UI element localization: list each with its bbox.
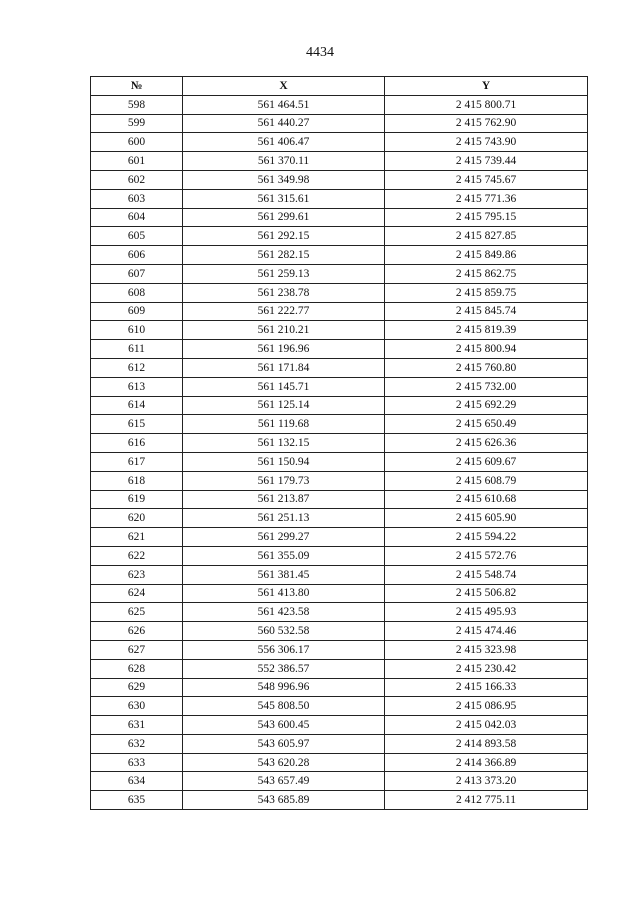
- table-row: [91, 528, 588, 547]
- cell-number: 623: [91, 565, 183, 584]
- cell-x: 561 315.61: [183, 189, 385, 208]
- cell-x: 561 179.73: [183, 471, 385, 490]
- table-row: [91, 227, 588, 246]
- cell-y: 2 415 474.46: [385, 622, 588, 641]
- cell-x: 543 620.28: [183, 753, 385, 772]
- cell-x: 561 349.98: [183, 170, 385, 189]
- cell-number: 611: [91, 340, 183, 359]
- cell-x: 561 413.80: [183, 584, 385, 603]
- cell-number: 622: [91, 546, 183, 565]
- cell-x: 561 370.11: [183, 152, 385, 171]
- cell-x: 561 381.45: [183, 565, 385, 584]
- cell-y: 2 415 849.86: [385, 246, 588, 265]
- cell-number: 633: [91, 753, 183, 772]
- cell-x: 561 145.71: [183, 377, 385, 396]
- cell-number: 608: [91, 283, 183, 302]
- table-row: [91, 208, 588, 227]
- table-row: [91, 452, 588, 471]
- table-row: [91, 791, 588, 810]
- table-row: [91, 415, 588, 434]
- cell-y: 2 415 771.36: [385, 189, 588, 208]
- cell-y: 2 415 743.90: [385, 133, 588, 152]
- cell-y: 2 415 650.49: [385, 415, 588, 434]
- cell-x: 556 306.17: [183, 640, 385, 659]
- cell-number: 601: [91, 152, 183, 171]
- cell-y: 2 415 230.42: [385, 659, 588, 678]
- table-row: [91, 622, 588, 641]
- cell-x: 543 685.89: [183, 791, 385, 810]
- cell-number: 620: [91, 509, 183, 528]
- table-row: [91, 490, 588, 509]
- cell-number: 605: [91, 227, 183, 246]
- cell-number: 607: [91, 264, 183, 283]
- cell-y: 2 415 548.74: [385, 565, 588, 584]
- table-row: [91, 302, 588, 321]
- cell-y: 2 415 086.95: [385, 697, 588, 716]
- table-body: [91, 95, 588, 809]
- cell-y: 2 415 732.00: [385, 377, 588, 396]
- table-row: [91, 716, 588, 735]
- cell-y: 2 415 827.85: [385, 227, 588, 246]
- cell-x: 561 282.15: [183, 246, 385, 265]
- cell-number: 612: [91, 358, 183, 377]
- cell-y: 2 415 692.29: [385, 396, 588, 415]
- cell-x: 543 605.97: [183, 734, 385, 753]
- cell-x: 561 464.51: [183, 95, 385, 114]
- cell-x: 543 657.49: [183, 772, 385, 791]
- table-row: [91, 283, 588, 302]
- cell-x: 561 406.47: [183, 133, 385, 152]
- header-y: Y: [385, 77, 588, 96]
- cell-x: 560 532.58: [183, 622, 385, 641]
- coordinates-table: [90, 76, 588, 810]
- cell-x: 561 132.15: [183, 434, 385, 453]
- table-row: [91, 603, 588, 622]
- table-row: [91, 546, 588, 565]
- cell-y: 2 415 495.93: [385, 603, 588, 622]
- cell-number: 610: [91, 321, 183, 340]
- cell-y: 2 415 626.36: [385, 434, 588, 453]
- cell-x: 561 299.27: [183, 528, 385, 547]
- cell-y: 2 415 608.79: [385, 471, 588, 490]
- cell-x: 552 386.57: [183, 659, 385, 678]
- table-row: [91, 264, 588, 283]
- cell-x: 561 238.78: [183, 283, 385, 302]
- cell-y: 2 415 609.67: [385, 452, 588, 471]
- cell-x: 561 213.87: [183, 490, 385, 509]
- cell-y: 2 415 819.39: [385, 321, 588, 340]
- table-row: [91, 246, 588, 265]
- cell-y: 2 415 762.90: [385, 114, 588, 133]
- cell-x: 561 292.15: [183, 227, 385, 246]
- cell-x: 561 222.77: [183, 302, 385, 321]
- cell-y: 2 415 745.67: [385, 170, 588, 189]
- cell-x: 561 150.94: [183, 452, 385, 471]
- table-row: [91, 734, 588, 753]
- table-row: [91, 584, 588, 603]
- table-row: [91, 659, 588, 678]
- table-row: [91, 170, 588, 189]
- cell-number: 618: [91, 471, 183, 490]
- cell-number: 624: [91, 584, 183, 603]
- cell-number: 627: [91, 640, 183, 659]
- page-number: 4434: [306, 45, 334, 60]
- table-row: [91, 640, 588, 659]
- cell-number: 599: [91, 114, 183, 133]
- cell-number: 632: [91, 734, 183, 753]
- header-number: №: [91, 77, 183, 96]
- cell-number: 621: [91, 528, 183, 547]
- cell-y: 2 414 366.89: [385, 753, 588, 772]
- cell-number: 598: [91, 95, 183, 114]
- cell-y: 2 415 605.90: [385, 509, 588, 528]
- cell-x: 561 125.14: [183, 396, 385, 415]
- cell-number: 625: [91, 603, 183, 622]
- cell-y: 2 415 795.15: [385, 208, 588, 227]
- cell-y: 2 415 739.44: [385, 152, 588, 171]
- table-row: [91, 114, 588, 133]
- cell-x: 561 171.84: [183, 358, 385, 377]
- cell-number: 634: [91, 772, 183, 791]
- cell-x: 561 196.96: [183, 340, 385, 359]
- cell-y: 2 413 373.20: [385, 772, 588, 791]
- table-row: [91, 133, 588, 152]
- table-header-row: [91, 77, 588, 96]
- cell-x: 545 808.50: [183, 697, 385, 716]
- cell-x: 561 299.61: [183, 208, 385, 227]
- cell-x: 561 251.13: [183, 509, 385, 528]
- cell-y: 2 412 775.11: [385, 791, 588, 810]
- table-row: [91, 471, 588, 490]
- cell-number: 606: [91, 246, 183, 265]
- cell-y: 2 415 594.22: [385, 528, 588, 547]
- table-row: [91, 189, 588, 208]
- cell-y: 2 415 506.82: [385, 584, 588, 603]
- cell-y: 2 415 610.68: [385, 490, 588, 509]
- table-row: [91, 565, 588, 584]
- cell-x: 561 210.21: [183, 321, 385, 340]
- cell-x: 561 440.27: [183, 114, 385, 133]
- cell-y: 2 415 800.94: [385, 340, 588, 359]
- cell-number: 615: [91, 415, 183, 434]
- table-row: [91, 152, 588, 171]
- cell-number: 628: [91, 659, 183, 678]
- cell-number: 631: [91, 716, 183, 735]
- cell-number: 600: [91, 133, 183, 152]
- cell-x: 561 259.13: [183, 264, 385, 283]
- cell-y: 2 414 893.58: [385, 734, 588, 753]
- cell-y: 2 415 862.75: [385, 264, 588, 283]
- cell-number: 609: [91, 302, 183, 321]
- cell-x: 561 423.58: [183, 603, 385, 622]
- cell-y: 2 415 859.75: [385, 283, 588, 302]
- cell-x: 543 600.45: [183, 716, 385, 735]
- table-row: [91, 396, 588, 415]
- table-row: [91, 697, 588, 716]
- cell-number: 602: [91, 170, 183, 189]
- table-row: [91, 753, 588, 772]
- table-row: [91, 377, 588, 396]
- table-row: [91, 678, 588, 697]
- cell-number: 630: [91, 697, 183, 716]
- cell-y: 2 415 845.74: [385, 302, 588, 321]
- cell-y: 2 415 323.98: [385, 640, 588, 659]
- cell-y: 2 415 760.80: [385, 358, 588, 377]
- table-row: [91, 509, 588, 528]
- cell-y: 2 415 042.03: [385, 716, 588, 735]
- cell-number: 613: [91, 377, 183, 396]
- cell-y: 2 415 800.71: [385, 95, 588, 114]
- cell-x: 561 119.68: [183, 415, 385, 434]
- cell-number: 604: [91, 208, 183, 227]
- cell-y: 2 415 166.33: [385, 678, 588, 697]
- cell-y: 2 415 572.76: [385, 546, 588, 565]
- cell-number: 635: [91, 791, 183, 810]
- table-row: [91, 434, 588, 453]
- cell-number: 616: [91, 434, 183, 453]
- cell-number: 626: [91, 622, 183, 641]
- cell-number: 614: [91, 396, 183, 415]
- table-row: [91, 340, 588, 359]
- table-row: [91, 321, 588, 340]
- cell-number: 617: [91, 452, 183, 471]
- cell-number: 629: [91, 678, 183, 697]
- cell-x: 548 996.96: [183, 678, 385, 697]
- table-row: [91, 772, 588, 791]
- cell-x: 561 355.09: [183, 546, 385, 565]
- cell-number: 603: [91, 189, 183, 208]
- cell-number: 619: [91, 490, 183, 509]
- header-x: X: [183, 77, 385, 96]
- table-row: [91, 95, 588, 114]
- table-row: [91, 358, 588, 377]
